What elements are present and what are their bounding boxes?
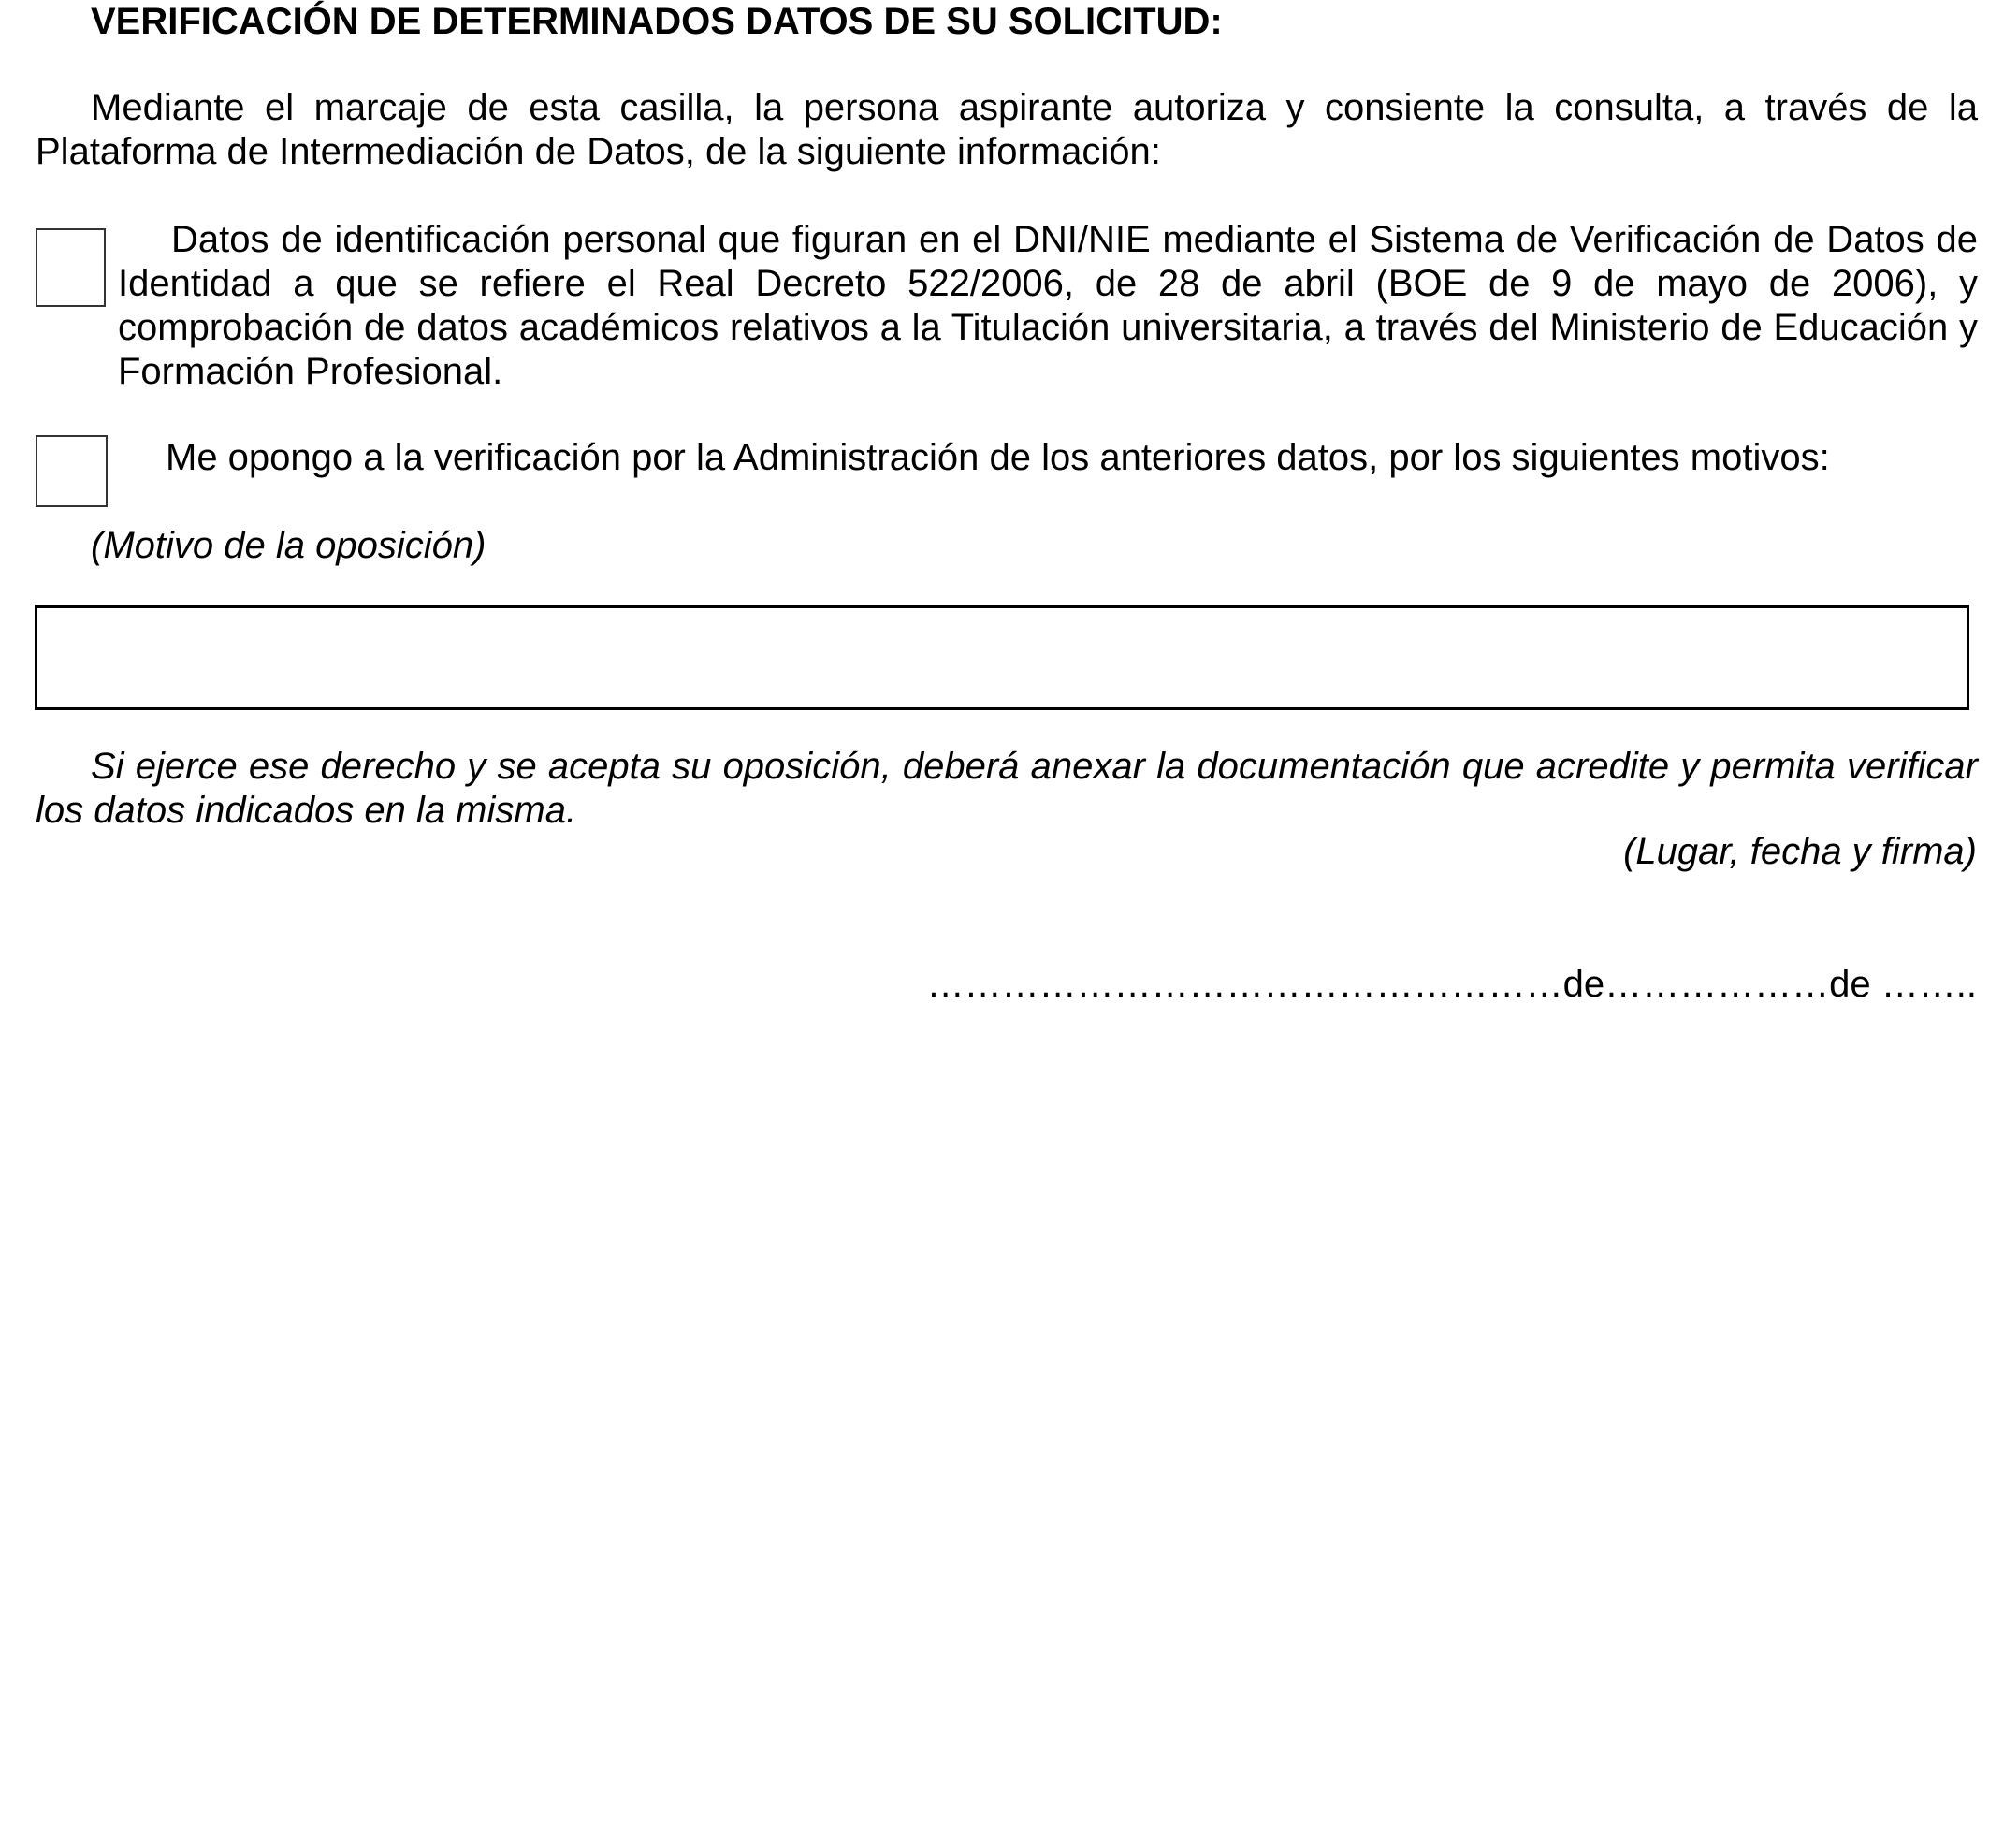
authorize-option-text: Datos de identificación personal que figuran en el DNI/NIE mediante el Sistema de Verificación de Datos de Identidad a que se refiere el Real Decreto 522/2006, de 28 de abril (BOE de 9 de mayo de 2006), y comprobación de datos académicos relativos a la Titulación universitaria, a través del Ministerio de Educación y Formación Profesional.: [118, 219, 1978, 392]
motivo-label: (Motivo de la oposición): [91, 525, 486, 566]
oppose-checkbox[interactable]: [36, 435, 108, 507]
authorize-checkbox[interactable]: [36, 228, 106, 307]
oppose-option-text: Me opongo a la verificación por la Administración de los anteriores datos, por los siguientes motivos:: [166, 437, 1830, 478]
opposition-note: Si ejerce ese derecho y se acepta su oposición, deberá anexar la documentación que acredite y permita verificar los datos indicados en la misma.: [36, 746, 1978, 831]
place-date-signature-label: (Lugar, fecha y firma): [1623, 831, 1977, 872]
intro-paragraph: Mediante el marcaje de esta casilla, la persona aspirante autoriza y consiente la consulta, a través de la Plataforma de Intermediación de Datos, de la siguiente información:: [36, 87, 1978, 172]
section-heading: VERIFICACIÓN DE DETERMINADOS DATOS DE SU SOLICITUD:: [91, 1, 1223, 42]
date-fill-line[interactable]: ……………………………………………de………………de ……..: [926, 964, 1977, 1005]
motivo-input-box[interactable]: [35, 605, 1969, 710]
